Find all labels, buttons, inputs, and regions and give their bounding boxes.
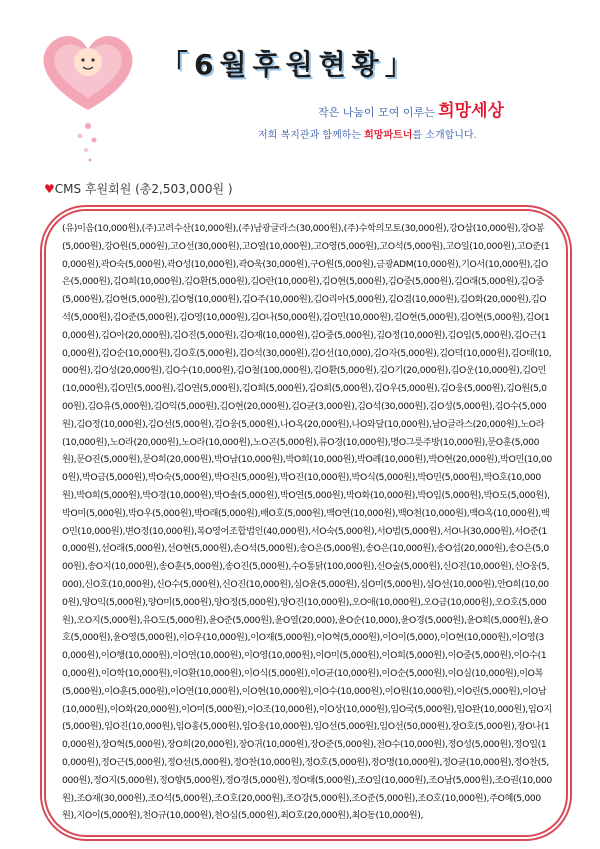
section-label: CMS 후원회원 (총2,503,000원 ) [54, 182, 233, 196]
heart-balloon-illustration [28, 18, 148, 168]
section-heading [44, 180, 233, 198]
tagline-hope-world: 희망세상 [438, 101, 504, 121]
tagline-hope-partner: 희망파트너 [364, 130, 413, 141]
page-title: 「6월후원현황」 [160, 48, 419, 81]
tagline-line2 [258, 126, 588, 144]
tagline-line1 [318, 96, 588, 121]
tagline-line1-text: 작은 나눔이 모여 이루는 [318, 106, 439, 119]
donor-list-text: (유)이음(10,000원),(주)고려수산(10,000원),(주)남광글라스(30,000원),(주)수학의모토(30,000원),강O삼(10,000원),강O봉(5,000원),강O원(5,000원),고O선(30,000원),고O열(10,000원),고O영(5,000원),고O석(5,000원),고O일(10,000원),고O준(10,000원),곽O숙(5,000원),곽O성(10,000원),곽O욱(30,000원),구O원(5,000원),금광ADM(10,000원),기O서(10,000원),김O은(5,000원),김O희(10,000원),김O환(5,000원),김O란(10,000원),김O현(5,000원),김O중(5,000원),김O래(5,000원),김O중(5,000원),김O현(5,000원),김O형(10,000원),김O주(10,000원),김O리아(5,000원),김O겸(10,000원),김O화(20,000원),김O석(5,000원),김O준(5,000원),김O영(10,000원),김O나(50,000원),김O민(10,000원),김O현(5,000원),김O현(5,000원),김O(10,000원),김O아(20,000원),김O진(5,000원),김O재(10,000원),김O중(5,000원),김O정(10,000원),김O임(5,000원),김O근(10,000원),김O순(10,000원),김O호(5,000원),김O석(30,000원),김O선(10,000),김O자(5,000원),김O덕(10,000원),김O태(10,000원),김O성(20,000원),김O수(10,000원),김O철(100,000원),김O환(5,000원),김O기(20,000원),김O운(10,000원),김O민(10,000원),김O민(5,000원),김O연(5,000원),김O희(5,000원),김O희(5,000원),김O우(5,000원),김O웅(5,000원),김O원(5,000원),김O유(5,000원),김O익(5,000원),김O현(20,000원),김O균(3,000원),김O석(30,000원),김O성(5,000원),김O수(5,000원),김O정(10,000원),김O선(5,000원),김O웅(5,000원),나O옥(20,000원),나O와달(10,000원),남O글라스(20,000원),노O라(10,000원),노O라(20,000원),노O라(10,000원),노O곤(5,000원),류O경(10,000원),명O그릇주방(10,000원),문O훈(5,000원),문O진(5,000원),문O희(20,000원),박O남(10,000원),박O희(10,000원),박O례(10,000원),박O현(20,000원),박O민(10,000원),박O금(5,000원),박O숙(5,000원),박O진(5,000원),박O진(10,000원),박O식(5,000원),박O민(5,000원),박O호(10,000원),박O희(5,000원),박O경(10,000원),박O솔(5,000원),박O연(5,000원),박O화(10,000원),박O임(5,000원),박O도(5,000원),박O미(5,000원),박O우(5,000원),박O래(5,000원),배O호(5,000원),백O연(10,000원),백O천(10,000원),백O옥(10,000원),백O민(10,000원),변O정(10,000원),복O영어조합법인(40,000원),서O숙(5,000원),서O범(5,000원),서O나(30,000원),서O준(10,000원),선O래(5,000원),선O현(5,000원),손O석(5,000원),송O은(5,000원),송O은(10,000원),송O섭(20,000원),송O은(5,000원),송O지(10,000원),송O훈(5,000원),송O진(5,000원),수O통닭(100,000원),신O술(5,000원),신O진(10,000원),신O웅(5,000),신O호(10,000원),신O수(5,000원),신O진(10,000원),심O윤(5,000원),심O미(5,000원),심O선(10,000원),안O희(10,000원),양O익(5,000원),양O미(5,000원),양O정(5,000원),양O진(10,000원),오O애(10,000원),오O금(10,000원),오O호(5,000원),오O지(5,000원),유O도(5,000원),윤O준(5,000원),윤O열(20,000),윤O순(10,000),윤O경(5,000원),윤O희(5,000원),윤O호(5,000원),윤O영(5,000원),이O우(10,000원),이O재(5,000원),이O혁(5,000원),이O이(5,000),이O현(10,000원),이O영(30,000원),이O행(10,000원),이O연(10,000원),이O영(10,000원),이O미(5,000원),이O희(5,000원),이O중(5,000원),이O수(10,000원),이O학(10,000원),이O환(10,000원),이O식(5,000원),이O균(10,000원),이O순(5,000원),이O실(10,000원),이O복(5,000원),이O훈(5,000원),이O연(10,000원),이O현(10,000원),이O수(10,000원),이O원(10,000원),이O린(5,000원),이O남(10,000원),이O화(20,000원),이O미(5,000원),이O조(10,000원),이O상(10,000원),임O국(5,000원),임O완(10,000원),임O지(5,000원),임O진(10,000원),임O홍(5,000원),임O웅(10,000원),임O선(5,000원),임O선(50,000원),장O호(5,000원),장O나(10,000원),장O혁(5,000원),장O희(20,000원),장O귀(10,000원),장O준(5,000원),전O수(10,000원),정O성(5,000원),정O일(10,000원),정O근(5,000원),정O선(5,000원),정O찬(10,000원),정O호(5,000원),정O명(10,000원),정O균(10,000원),정O찬(5,000원),정O지(5,000원),정O향(5,000원),정O경(5,000원),정O태(5,000원),조O일(10,000원),조O남(5,000원),조O권(10,000원),조O재(30,000원),조O석(5,000원),조O호(20,000원),조O강(5,000원),조O준(5,000원),조O호(10,000원),주O혜(5,000원),지O이(5,000원),천O규(10,000원),천O심(5,000원),최O호(20,000원),최O동(10,000원), [62, 223, 552, 822]
tagline-line2-text: 저희 복지관과 함께하는 [258, 130, 365, 141]
tagline-line2-post: 를 소개합니다. [412, 130, 477, 141]
heart-icon: ♥ [44, 182, 55, 196]
